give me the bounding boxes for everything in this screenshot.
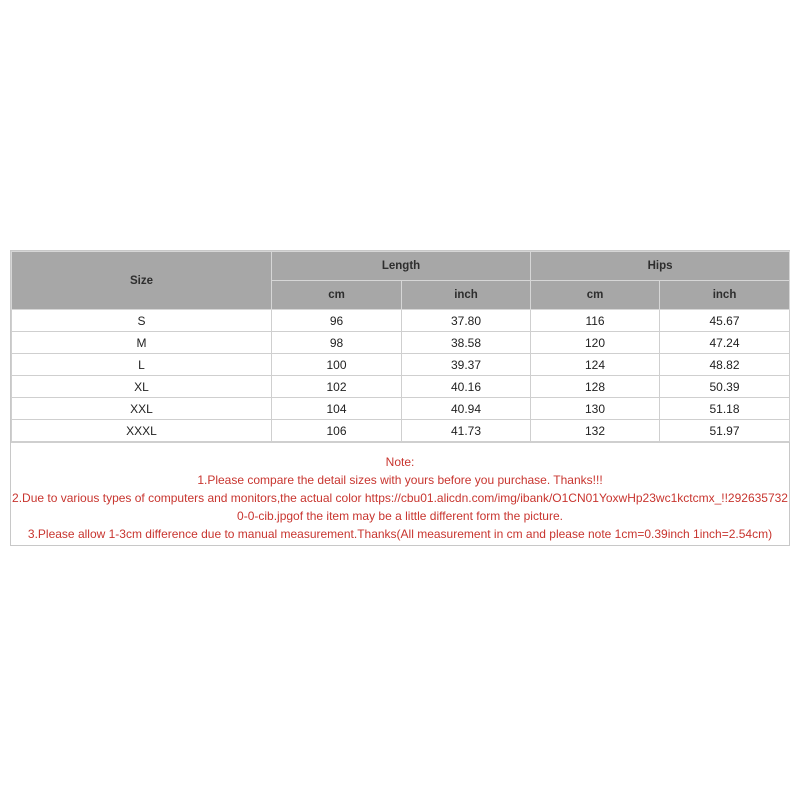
size-cell: XXL xyxy=(12,398,272,420)
length-group-header: Length xyxy=(272,252,531,281)
table-row xyxy=(12,420,790,442)
size-cell: XXXL xyxy=(12,420,272,442)
hips-cm-cell: 120 xyxy=(531,332,660,354)
length-inch-cell: 37.80 xyxy=(402,310,531,332)
size-column-header: Size xyxy=(12,252,272,310)
table-row xyxy=(12,310,790,332)
length-cm-header: cm xyxy=(272,281,402,310)
hips-cm-cell: 124 xyxy=(531,354,660,376)
hips-inch-cell: 48.82 xyxy=(660,354,790,376)
size-cell: L xyxy=(12,354,272,376)
hips-inch-cell: 51.97 xyxy=(660,420,790,442)
length-cm-cell: 106 xyxy=(272,420,402,442)
table-row xyxy=(12,354,790,376)
length-cm-cell: 96 xyxy=(272,310,402,332)
hips-inch-cell: 50.39 xyxy=(660,376,790,398)
hips-cm-cell: 116 xyxy=(531,310,660,332)
length-cm-cell: 104 xyxy=(272,398,402,420)
length-inch-cell: 40.16 xyxy=(402,376,531,398)
hips-inch-cell: 47.24 xyxy=(660,332,790,354)
size-chart xyxy=(10,250,790,546)
note-line-2a: 2.Due to various types of computers and monitors,the actual color https://cbu01.alicdn.com/img/ibank/O1CN01YoxwHp23wc1kctcmx_!!292635732 xyxy=(12,491,788,505)
length-cm-cell: 102 xyxy=(272,376,402,398)
size-cell: M xyxy=(12,332,272,354)
length-inch-cell: 39.37 xyxy=(402,354,531,376)
note-title: Note: xyxy=(385,455,415,469)
hips-cm-cell: 128 xyxy=(531,376,660,398)
note-line-2b: 0-0-cib.jpgof the item may be a little different form the picture. xyxy=(237,509,563,523)
size-table xyxy=(11,251,790,442)
hips-cm-header: cm xyxy=(531,281,660,310)
hips-group-header: Hips xyxy=(531,252,790,281)
hips-cm-cell: 130 xyxy=(531,398,660,420)
length-cm-cell: 100 xyxy=(272,354,402,376)
table-row xyxy=(12,398,790,420)
size-cell: S xyxy=(12,310,272,332)
length-inch-header: inch xyxy=(402,281,531,310)
table-row xyxy=(12,376,790,398)
length-inch-cell: 38.58 xyxy=(402,332,531,354)
note-line-3: 3.Please allow 1-3cm difference due to manual measurement.Thanks(All measurement in cm and please note 1cm=0.39inch 1inch=2.54cm) xyxy=(27,527,773,541)
hips-inch-cell: 45.67 xyxy=(660,310,790,332)
length-inch-cell: 40.94 xyxy=(402,398,531,420)
hips-inch-cell: 51.18 xyxy=(660,398,790,420)
size-cell: XL xyxy=(12,376,272,398)
length-cm-cell: 98 xyxy=(272,332,402,354)
hips-cm-cell: 132 xyxy=(531,420,660,442)
notes-section xyxy=(11,442,789,545)
length-inch-cell: 41.73 xyxy=(402,420,531,442)
hips-inch-header: inch xyxy=(660,281,790,310)
note-line-1: 1.Please compare the detail sizes with yours before you purchase. Thanks!!! xyxy=(197,473,603,487)
table-row xyxy=(12,332,790,354)
